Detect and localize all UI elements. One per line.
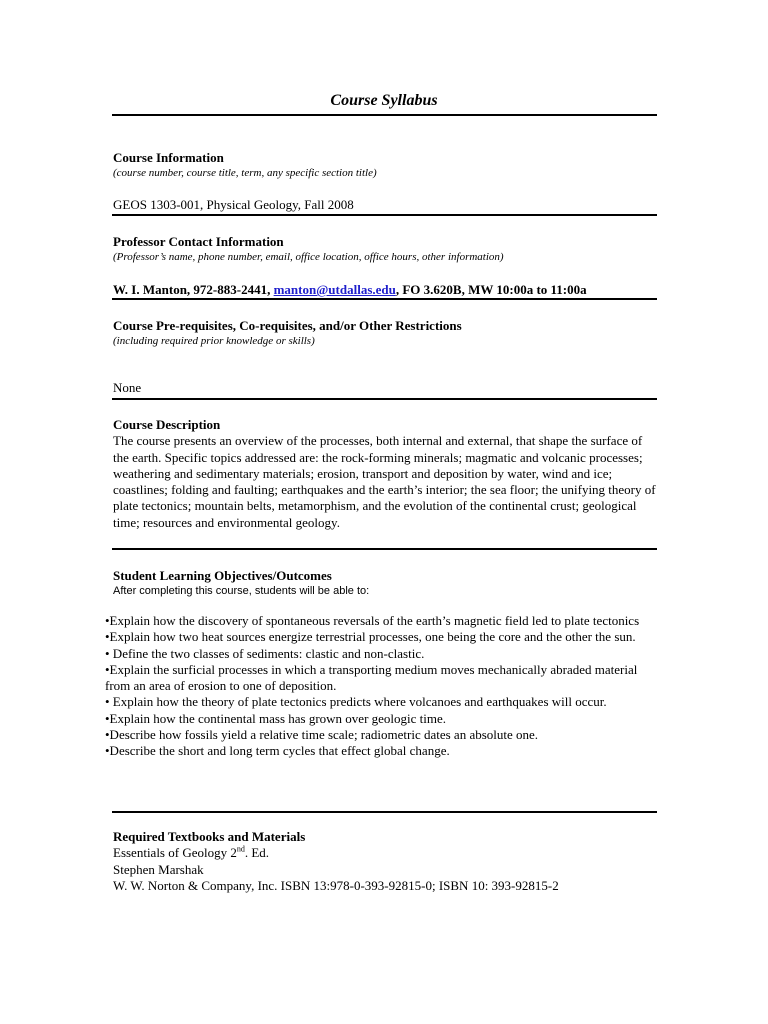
textbooks-heading: Required Textbooks and Materials (113, 829, 306, 844)
email-link[interactable]: manton@utdallas.edu (273, 282, 396, 297)
list-item: •Explain how two heat sources energize terrestrial processes, one being the core and the other the sun. (105, 629, 636, 645)
contact-hint: (Professor’s name, phone number, email, office location, office hours, other information) (113, 251, 504, 264)
contact-section (113, 234, 658, 264)
list-item: •Describe how fossils yield a relative time scale; radiometric dates an absolute one. (105, 727, 539, 743)
objectives-intro: After completing this course, students will be able to: (113, 585, 370, 598)
course-info-section (113, 150, 658, 180)
list-item: •Explain the surficial processes in which a transporting medium moves mechanically abraded material from an area of erosion to one of deposition. (105, 661, 638, 694)
description-section (113, 417, 658, 531)
prereq-value: None (113, 380, 142, 395)
list-item: • Explain how the theory of plate tectonics predicts where volcanoes and earthquakes will occur. (105, 694, 607, 710)
book-title: Essentials of Geology 2 (113, 845, 237, 861)
objectives-heading: Student Learning Objectives/Outcomes (113, 568, 332, 583)
divider (112, 114, 657, 116)
description-heading: Course Description (113, 417, 221, 432)
course-info-heading: Course Information (113, 150, 224, 165)
course-info-hint: (course number, course title, term, any specific section title) (113, 167, 377, 180)
description-text: The course presents an overview of the processes, both internal and external, that shape the surface of the earth. Specific topics addressed are: the rock-forming minerals; magmatic and volcanic processes; weathering and sedimentary materials; erosion, transport and deposition by water, wind and ice; coastlines; folding and faulting; earthquakes and the earth’s interior; the sea floor; the unifying theory of plate tectonics; mountain belts, metamorphism, and the evolution of the continental crust; geological time; resources and environmental geology. (113, 433, 656, 530)
divider (112, 548, 657, 550)
page-title: Course Syllabus (330, 92, 438, 109)
book-edition: . Ed. (244, 845, 270, 861)
contact-line (113, 282, 658, 298)
objectives-list (105, 613, 657, 760)
textbooks-section (113, 829, 658, 894)
prereq-hint: (including required prior knowledge or skills) (113, 335, 315, 348)
book-edition-sup: nd (236, 844, 245, 854)
contact-suffix: , FO 3.620B, MW 10:00a to 11:00a (395, 282, 587, 297)
objectives-section (113, 568, 658, 598)
list-item: •Explain how the discovery of spontaneous reversals of the earth’s magnetic field led to plate tectonics (105, 613, 640, 628)
divider (112, 811, 657, 813)
course-info-value: GEOS 1303-001, Physical Geology, Fall 2008 (113, 197, 354, 212)
contact-prefix: W. I. Manton, 972-883-2441, (113, 282, 274, 297)
divider (112, 298, 657, 300)
book-author: Stephen Marshak (113, 861, 204, 877)
prereq-section (113, 318, 658, 348)
book-title-line (113, 845, 658, 861)
list-item: •Explain how the continental mass has grown over geologic time. (105, 710, 447, 726)
list-item: •Describe the short and long term cycles that effect global change. (105, 743, 450, 759)
divider (112, 214, 657, 216)
prereq-heading: Course Pre-requisites, Co-requisites, and/or Other Restrictions (113, 318, 462, 333)
contact-heading: Professor Contact Information (113, 234, 284, 249)
list-item: • Define the two classes of sediments: clastic and non-clastic. (105, 645, 425, 661)
divider (112, 398, 657, 400)
book-publisher: W. W. Norton & Company, Inc. ISBN 13:978-0-393-92815-0; ISBN 10: 393-92815-2 (113, 877, 559, 893)
